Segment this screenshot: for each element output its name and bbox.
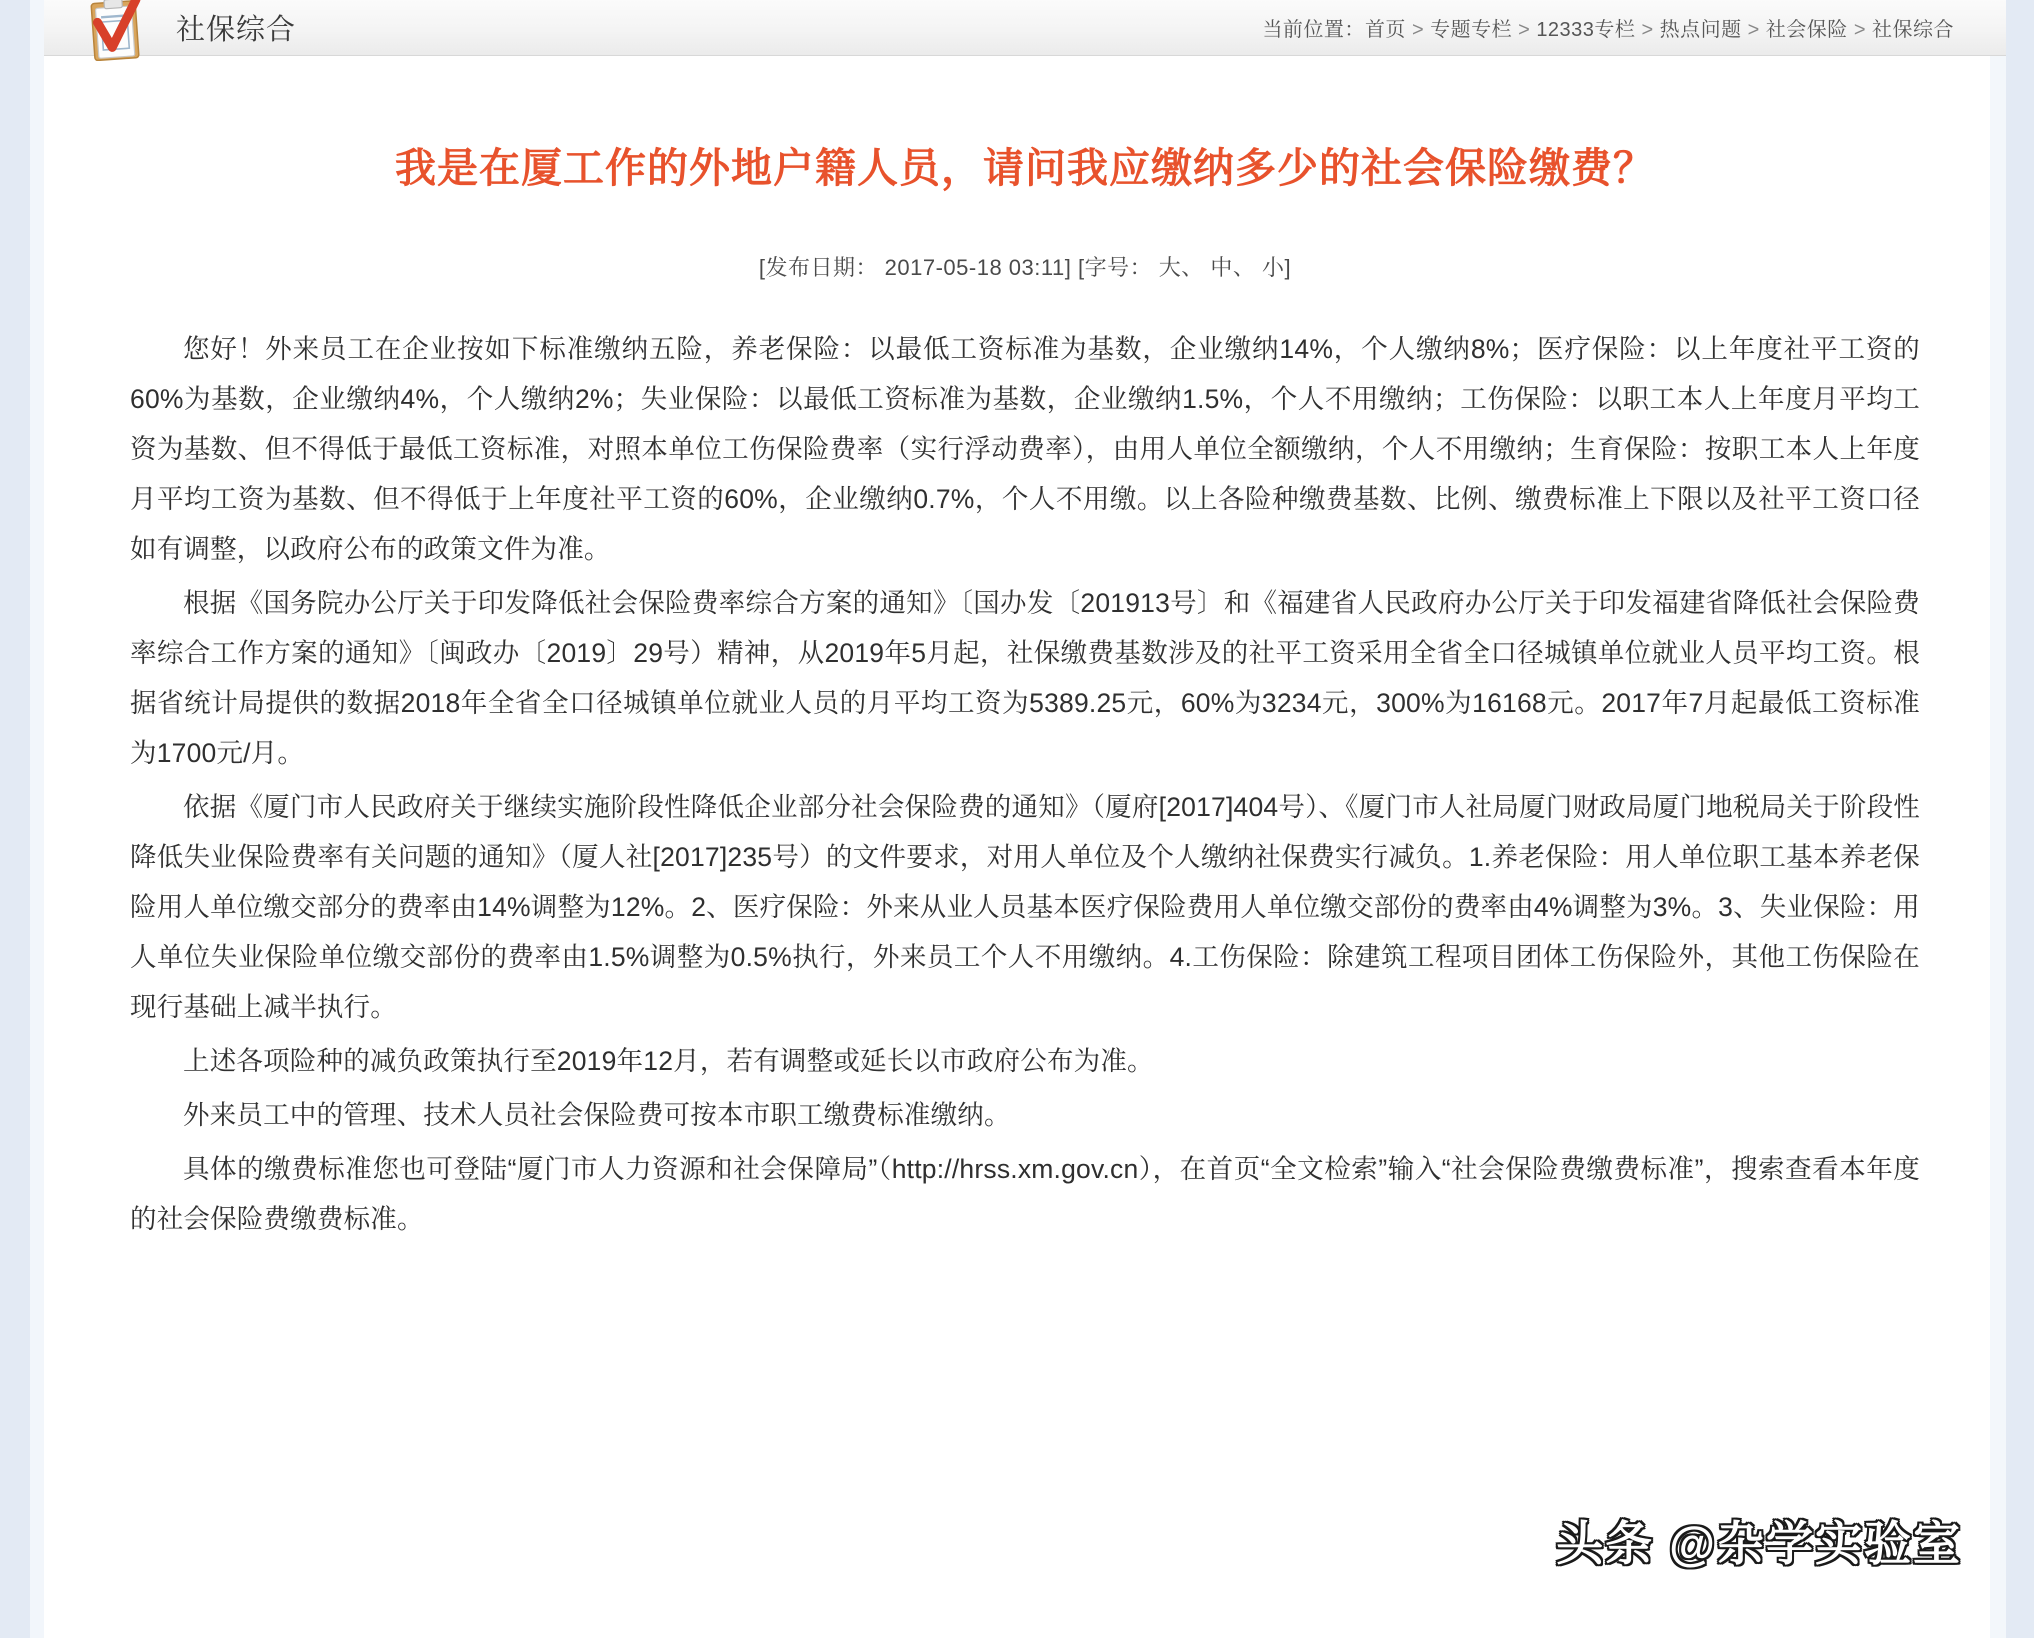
breadcrumb-item-12333-column[interactable]: 12333专栏: [1536, 19, 1636, 41]
font-size-label: [字号：: [1077, 255, 1153, 281]
right-page-gutter: [2006, 0, 2034, 1638]
font-size-small-button[interactable]: 小]: [1261, 255, 1292, 281]
article-paragraph: 您好！外来员工在企业按如下标准缴纳五险，养老保险：以最低工资标准为基数，企业缴纳14%，个人缴纳8%；医疗保险：以上年度社平工资的60%为基数，企业缴纳4%，个人缴纳2%；失业保险：以最低工资标准为基数，企业缴纳1.5%，个人不用缴纳；工伤保险：以职工本人上年度月平均工资为基数、但不得低于最低工资标准，对照本单位工伤保险费率（实行浮动费率），由用人单位全额缴纳，个人不用缴纳；生育保险：按职工本人上年度月平均工资为基数、但不得低于上年度社平工资的60%，企业缴纳0.7%，个人不用缴。以上各险种缴费基数、比例、缴费标准上下限以及社平工资口径如有调整，以政府公布的政策文件为准。: [130, 334, 1920, 565]
breadcrumb-item-current: 社保综合: [1872, 19, 1954, 41]
breadcrumb-separator: >: [1641, 19, 1654, 41]
breadcrumb-separator: >: [1411, 19, 1425, 41]
breadcrumb-separator: >: [1747, 19, 1760, 41]
article-paragraph: 上述各项险种的减负政策执行至2019年12月，若有调整或延长以市政府公布为准。: [183, 1046, 1154, 1077]
breadcrumb-item-social-insurance[interactable]: 社会保险: [1765, 19, 1848, 41]
publish-date-label: [发布日期：: [758, 255, 879, 281]
article-meta: [104, 251, 1946, 282]
watermark-text: 头条 @杂学实验室: [1556, 1517, 1962, 1570]
breadcrumb-label: 当前位置：: [1262, 19, 1365, 41]
breadcrumb: [1262, 13, 2006, 42]
breadcrumb-separator: >: [1853, 19, 1866, 41]
article-container: [44, 56, 2006, 1248]
left-gutter-highlight: [30, 0, 44, 1638]
clipboard-checkmark-icon: [80, 0, 154, 61]
publish-date-value: 2017-05-18 03:11]: [884, 255, 1072, 281]
breadcrumb-separator: >: [1518, 19, 1531, 41]
font-size-medium-button[interactable]: 中、: [1210, 255, 1256, 281]
article-paragraph: 外来员工中的管理、技术人员社会保险费可按本市职工缴费标准缴纳。: [183, 1100, 1011, 1131]
article-paragraph: 根据《国务院办公厅关于印发降低社会保险费率综合方案的通知》〔国办发〔201913号〕和《福建省人民政府办公厅关于印发福建省降低社会保险费率综合工作方案的通知》〔闽政办〔2019〕29号）精神，从2019年5月起，社保缴费基数涉及的社平工资采用全省全口径城镇单位就业人员平均工资。根据省统计局提供的数据2018年全省全口径城镇单位就业人员的月平均工资为5389.25元，60%为3234元，300%为16168元。2017年7月起最低工资标准为1700元/月。: [130, 588, 1920, 769]
breadcrumb-item-home[interactable]: 首页: [1364, 19, 1406, 41]
header-brand: [44, 0, 296, 61]
left-page-gutter: [0, 0, 44, 1638]
page-title: 我是在厦工作的外地户籍人员，请问我应缴纳多少的社会保险缴费？: [395, 145, 1655, 191]
breadcrumb-item-special-columns[interactable]: 专题专栏: [1430, 19, 1513, 41]
font-size-large-button[interactable]: 大、: [1158, 255, 1204, 281]
article-paragraph: 依据《厦门市人民政府关于继续实施阶段性降低企业部分社会保险费的通知》（厦府[2017]404号）、《厦门市人社局厦门财政局厦门地税局关于阶段性降低失业保险费率有关问题的通知》（厦人社[2017]235号）的文件要求，对用人单位及个人缴纳社保费实行减负。1.养老保险：用人单位职工基本养老保险用人单位缴交部分的费率由14%调整为12%。2、医疗保险：外来从业人员基本医疗保险费用人单位缴交部份的费率由4%调整为3%。3、失业保险：用人单位失业保险单位缴交部份的费率由1.5%调整为0.5%执行，外来员工个人不用缴纳。4.工伤保险：除建筑工程项目团体工伤保险外，其他工伤保险在现行基础上减半执行。: [130, 792, 1920, 1023]
article-paragraph: 具体的缴费标准您也可登陆“厦门市人力资源和社会保障局”（http://hrss.xm.gov.cn），在首页“全文检索”输入“社会保险费缴费标准”，搜索查看本年度的社会保险费缴费标准。: [130, 1154, 1920, 1235]
article-body: [104, 324, 1946, 1244]
site-title: 社保综合: [176, 14, 297, 46]
breadcrumb-item-hot-questions[interactable]: 热点问题: [1659, 19, 1742, 41]
site-header: [44, 0, 2006, 56]
